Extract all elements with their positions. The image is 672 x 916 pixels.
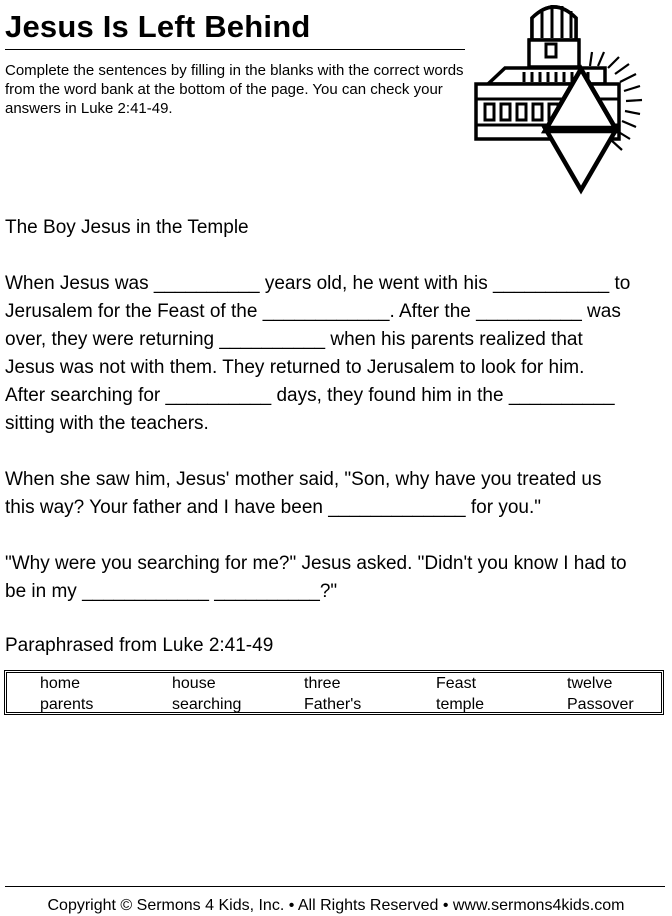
- story-text: over, they were returning: [5, 329, 220, 350]
- story-text: ?": [319, 581, 338, 602]
- answer-blank: __________: [153, 273, 260, 294]
- story-text: When Jesus was: [5, 273, 154, 294]
- story-line: [5, 298, 670, 326]
- word-bank-word: Feast: [436, 675, 477, 692]
- footer-divider: [5, 886, 665, 887]
- word-bank-word: twelve: [567, 675, 613, 692]
- title-divider: [5, 49, 465, 50]
- story-line: [5, 270, 670, 298]
- story-text: When she saw him, Jesus' mother said, "Son, why have you treated us: [5, 469, 602, 490]
- story-text: "Why were you searching for me?" Jesus asked. "Didn't you know I had to: [5, 553, 627, 574]
- word-bank-word: Father's: [304, 696, 362, 713]
- word-bank-word: house: [172, 675, 216, 692]
- source-reference: Paraphrased from Luke 2:41-49: [5, 635, 274, 656]
- story-line: [5, 494, 670, 522]
- story-paragraph-3: [5, 550, 670, 606]
- story-text: sitting with the teachers.: [5, 413, 209, 434]
- temple-star-of-david-icon: [468, 0, 668, 200]
- word-bank-word: searching: [172, 696, 242, 713]
- answer-blank: ___________: [492, 273, 610, 294]
- story-paragraph-2: [5, 466, 670, 522]
- story-line: [5, 550, 670, 578]
- answer-blank: ____________: [82, 581, 209, 602]
- story-text: be in my: [5, 581, 83, 602]
- story-line: [5, 410, 670, 438]
- story-text: days, they found him in the: [271, 385, 509, 406]
- story-line: [5, 326, 670, 354]
- instructions-text: Complete the sentences by filling in the blanks with the correct words from the word bank at the bottom of the page. You can check your answers in Luke 2:41-49.: [5, 62, 464, 117]
- story-text: Jesus was not with them. They returned to Jerusalem to look for him.: [5, 357, 585, 378]
- answer-blank: __________: [165, 385, 272, 406]
- story-subtitle: The Boy Jesus in the Temple: [5, 217, 249, 238]
- story-line: [5, 466, 670, 494]
- word-bank: [4, 670, 664, 715]
- story-text: to: [609, 273, 631, 294]
- answer-blank: __________: [508, 385, 615, 406]
- story-line: [5, 382, 670, 410]
- answer-blank: _____________: [328, 497, 466, 518]
- story-line: [5, 578, 670, 606]
- word-bank-word: temple: [436, 696, 485, 713]
- footer-copyright: Copyright © Sermons 4 Kids, Inc. • All Rights Reserved • www.sermons4kids.com: [47, 897, 625, 914]
- story-line: [5, 354, 670, 382]
- word-bank-word: parents: [40, 696, 94, 713]
- story-text: when his parents realized that: [325, 329, 583, 350]
- answer-blank: __________: [214, 581, 320, 602]
- word-bank-word: three: [304, 675, 341, 692]
- story-text: years old, he went with his: [259, 273, 493, 294]
- story-paragraph-1: [5, 270, 670, 438]
- story-text: this way? Your father and I have been: [5, 497, 329, 518]
- answer-blank: ____________: [262, 301, 390, 322]
- word-bank-word: home: [40, 675, 81, 692]
- answer-blank: __________: [219, 329, 326, 350]
- page-title: Jesus Is Left Behind: [5, 9, 311, 44]
- answer-blank: __________: [476, 301, 582, 322]
- story-text: was: [581, 301, 621, 322]
- story-text: . After the: [389, 301, 477, 322]
- word-bank-word: Passover: [567, 696, 634, 713]
- story-text: After searching for: [5, 385, 166, 406]
- story-text: for you.": [465, 497, 541, 518]
- story-text: Jerusalem for the Feast of the: [5, 301, 263, 322]
